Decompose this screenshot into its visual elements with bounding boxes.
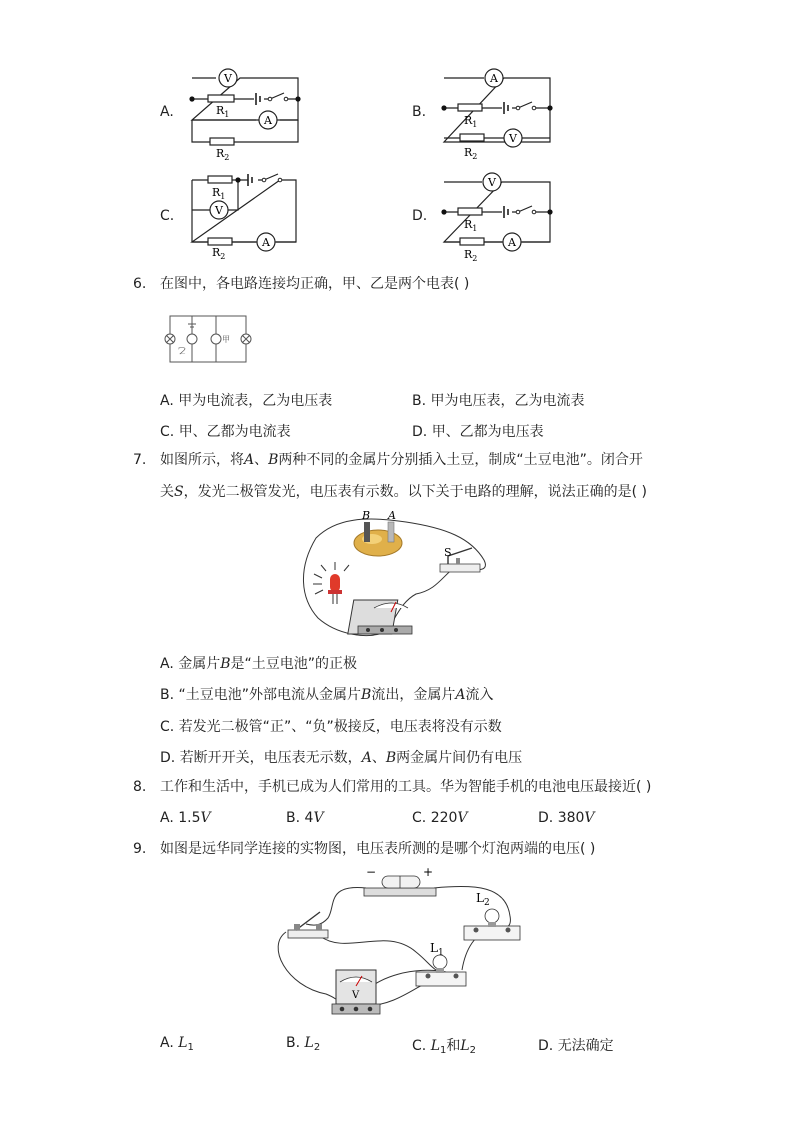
q5b-r1: $R_1$: [464, 114, 478, 129]
q7-number: 7.: [133, 452, 147, 468]
q5-option-a-key: A.: [160, 104, 174, 120]
q5a-r2: $R_2$: [216, 147, 230, 162]
q9-option-d[interactable]: D. 无法确定: [538, 1038, 614, 1054]
q9-fig-l1: $L_1$: [430, 941, 444, 958]
q8-number: 8.: [133, 779, 147, 795]
q9-circuit-photo-diagram: [266, 866, 531, 1031]
q5-option-d-key: D.: [412, 208, 428, 224]
q6-circuit-diagram: [160, 312, 256, 372]
q7-option-a[interactable]: A. 金属片B是“土豆电池”的正极: [160, 656, 358, 672]
q9-bulb-l2-icon: [464, 891, 520, 940]
q5c-meter-v: V: [215, 204, 223, 217]
q5-option-b-key: B.: [412, 104, 427, 120]
q5c-meter-a: A: [262, 236, 270, 249]
q9-option-b[interactable]: B. $L_2$: [286, 1035, 321, 1053]
q5a-meter-a: A: [264, 114, 272, 127]
q9-number: 9.: [133, 841, 147, 857]
q6-text: 在图中，各电路连接均正确，甲、乙是两个电表( ): [160, 276, 470, 292]
q6-label-jia: 甲: [222, 335, 230, 344]
q5-option-b-diagram: [436, 70, 561, 160]
q9-option-a[interactable]: A. $L_1$: [160, 1035, 194, 1053]
q8-option-c[interactable]: C. 220V: [412, 810, 468, 826]
q7-text-line1: 如图所示，将A、B两种不同的金属片分别插入土豆，制成“土豆电池”。闭合开: [160, 452, 643, 468]
q7-option-b[interactable]: B. “土豆电池”外部电流从金属片B流出，金属片A流入: [160, 687, 494, 703]
q7-fig-label-a: A: [388, 509, 396, 522]
q9-battery-icon: [364, 865, 436, 896]
q5a-r1: $R_1$: [216, 104, 230, 119]
q6-option-d[interactable]: D. 甲、乙都为电压表: [412, 424, 544, 440]
q8-option-b[interactable]: B. 4V: [286, 810, 324, 826]
q7-switch-icon: [440, 546, 480, 572]
q8-option-a[interactable]: A. 1.5V: [160, 810, 211, 826]
q5b-meter-v: V: [509, 132, 517, 145]
q8-text: 工作和生活中，手机已成为人们常用的工具。华为智能手机的电池电压最接近( ): [160, 779, 652, 795]
q8-option-d[interactable]: D. 380V: [538, 810, 595, 826]
q5d-meter-v: V: [488, 176, 496, 189]
q5-option-c-diagram: [186, 172, 306, 261]
q9-fig-minus: −: [366, 865, 377, 879]
q7-led-icon: [313, 562, 349, 604]
q9-voltmeter-icon: [332, 970, 380, 1014]
q5c-r2: $R_2$: [212, 246, 226, 261]
q5a-meter-v: V: [224, 72, 232, 85]
q7-fig-label-b: B: [362, 509, 371, 522]
q7-voltmeter-icon: [348, 600, 412, 634]
q5b-r2: $R_2$: [464, 146, 478, 161]
q9-bulb-l1-icon: [416, 941, 466, 986]
q6-label-yi: 乙: [178, 346, 186, 355]
q5d-meter-a: A: [508, 236, 516, 249]
q5-option-c-key: C.: [160, 208, 175, 224]
q5-option-a-diagram: [186, 70, 306, 160]
q5d-r1: $R_1$: [464, 218, 478, 233]
q9-text: 如图是远华同学连接的实物图，电压表所测的是哪个灯泡两端的电压( ): [160, 841, 596, 857]
q9-fig-v: V: [352, 990, 360, 1001]
q7-text-line2: 关S，发光二极管发光，电压表有示数。以下关于电路的理解，说法正确的是( ): [160, 484, 647, 500]
q5b-meter-a: A: [490, 72, 498, 85]
q6-option-c[interactable]: C. 甲、乙都为电流表: [160, 424, 291, 440]
q9-fig-plus: +: [423, 865, 434, 879]
q6-option-b[interactable]: B. 甲为电压表，乙为电流表: [412, 393, 585, 409]
q6-option-a[interactable]: A. 甲为电流表，乙为电压表: [160, 393, 333, 409]
q7-potato-battery-diagram: [296, 508, 496, 643]
q5-option-d-diagram: [436, 172, 561, 263]
q9-option-c[interactable]: C. $L_1$和$L_2$: [412, 1038, 477, 1056]
q7-fig-label-s: S: [444, 546, 452, 559]
q6-number: 6.: [133, 276, 147, 292]
q9-fig-l2: $L_2$: [476, 891, 490, 908]
q7-option-c[interactable]: C. 若发光二极管“正”、“负”极接反，电压表将没有示数: [160, 719, 502, 735]
q7-option-d[interactable]: D. 若断开开关，电压表无示数，A、B两金属片间仍有电压: [160, 750, 523, 766]
q9-switch-icon: [288, 912, 328, 938]
q5c-r1: $R_1$: [212, 186, 226, 201]
q5d-r2: $R_2$: [464, 248, 478, 263]
